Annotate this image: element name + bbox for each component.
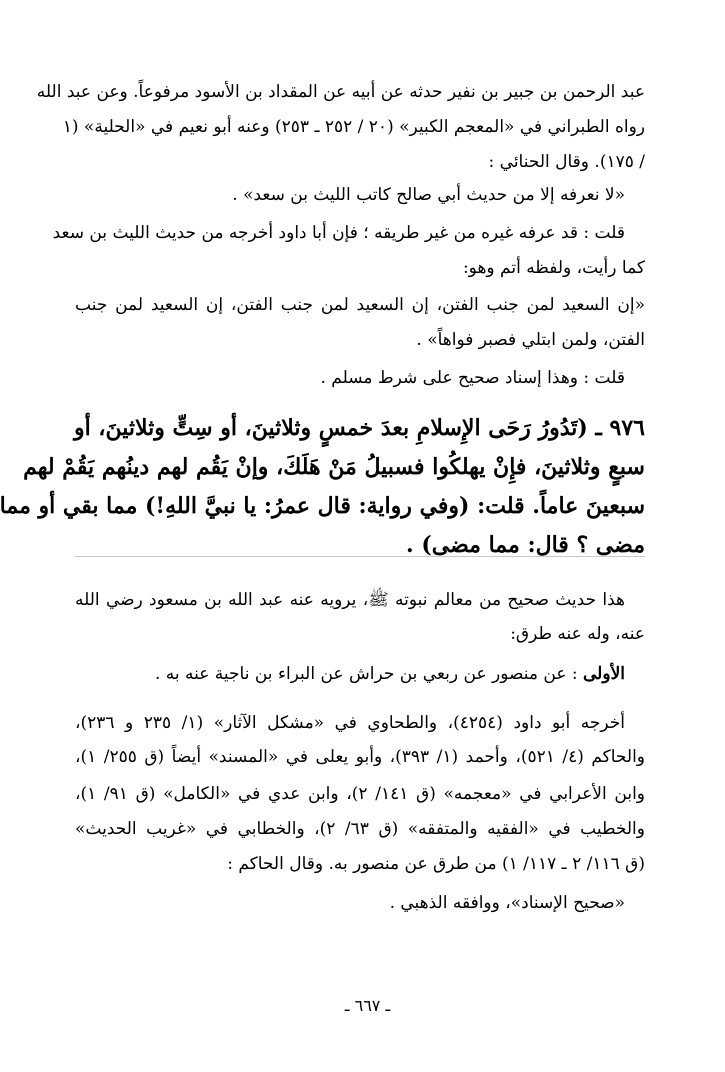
paragraph-line: قلت : قد عرفه غيره من غير طريقه ؛ فإن أبا داود أخرجه من حديث الليث بن سعد bbox=[52, 223, 625, 243]
quote-line: «صحيح الإسناد»، ووافقه الذهبي . bbox=[389, 893, 625, 913]
paragraph-line: رواه الطبراني في «المعجم الكبير» (٢٠ / ٢٥٢ ـ ٢٥٣) وعنه أبو نعيم في «الحلية» (١ bbox=[62, 117, 645, 137]
hadith-text-line: سبعٍ وثلاثينَ، فإِنْ يهلكُوا فسبيلُ مَنْ هَلَكَ، وإنْ يَقُم لهم دينُهم يَقُمْ لهم bbox=[23, 454, 645, 480]
paragraph-line: عبد الرحمن بن جبير بن نفير حدثه عن أبيه عن المقداد بن الأسود مرفوعاً. وعن عبد الله bbox=[36, 82, 645, 102]
paragraph-line: كما رأيت، ولفظه أتم وهو: bbox=[462, 258, 645, 278]
commentary-line: عنه، وله عنه طرق: bbox=[510, 624, 645, 644]
route-text: : عن منصور عن ربعي بن حراش عن البراء بن ناجية عنه به . bbox=[154, 664, 578, 684]
takhrij-line: وابن الأعرابي في «معجمه» (ق ١٤١/ ٢)، وابن عدي في «الكامل» (ق ٩١/ ١)، bbox=[75, 784, 645, 804]
takhrij-line: والحاكم (٤/ ٥٢١)، وأحمد (١/ ٣٩٣)، وأبو يعلى في «المسند» أيضاً (ق ٢٥٥/ ١)، bbox=[75, 747, 646, 767]
quote-line: «لا نعرفه إلا من حديث أبي صالح كاتب الليث بن سعد» . bbox=[232, 185, 625, 205]
quote-line: الفتن، ولمن ابتلي فصبر فواهاً» . bbox=[416, 330, 645, 350]
divider bbox=[75, 556, 645, 557]
route-line bbox=[75, 662, 625, 690]
takhrij-line: والخطيب في «الفقيه والمتفقه» (ق ٦٣/ ٢)، والخطابي في «غريب الحديث» bbox=[75, 819, 645, 839]
page-number: ـ ٦٦٧ ـ bbox=[344, 996, 391, 1015]
commentary-line: هذا حديث صحيح من معالم نبوته ﷺ، يرويه عنه عبد الله بن مسعود رضي الله bbox=[75, 590, 625, 610]
takhrij-line: (ق ١١٦/ ٢ ـ ١١٧/ ١) من طرق عن منصور به. وقال الحاكم : bbox=[227, 854, 645, 874]
takhrij-line: أخرجه أبو داود (٤٢٥٤)، والطحاوي في «مشكل الآثار» (١/ ٢٣٥ و ٢٣٦)، bbox=[75, 713, 626, 733]
paragraph-line: / ١٧٥). وقال الحنائي : bbox=[488, 152, 645, 172]
paragraph-line: قلت : وهذا إسناد صحيح على شرط مسلم . bbox=[320, 368, 625, 388]
hadith-text-line: مضى ؟ قال: مما مضى) . bbox=[406, 532, 645, 558]
route-label: الأولى bbox=[583, 664, 625, 684]
quote-line: «إن السعيد لمن جنب الفتن، إن السعيد لمن جنب الفتن، إن السعيد لمن جنب bbox=[75, 295, 645, 315]
hadith-text-line: سبعينَ عاماً. قلت: (وفي رواية: قال عمرُ: يا نبيَّ اللهِ!) مما بقي أو مما bbox=[0, 493, 645, 519]
hadith-text-line: ٩٧٦ ـ (تَدُورُ رَحَى الإِسلامِ بعدَ خمسٍ وثلاثينَ، أو سِتٍّ وثلاثينَ، أو bbox=[73, 415, 645, 441]
